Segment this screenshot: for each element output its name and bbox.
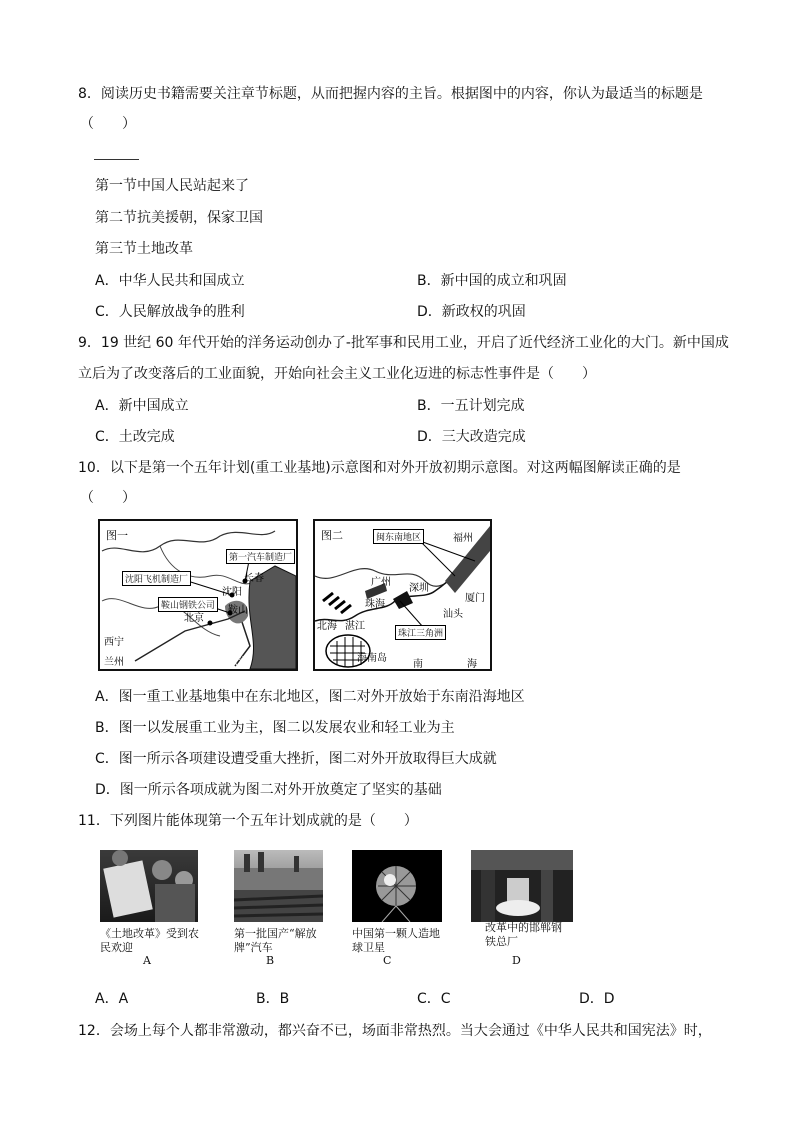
map-1-drawing (100, 521, 296, 669)
q10-option-b: B．图一以发展重工业为主，图二以发展农业和轻工业为主 (95, 720, 455, 736)
label-nan: 南 (413, 659, 423, 670)
q8-answer-paren: （ ） (80, 116, 136, 132)
caption-letter-d: D (512, 954, 521, 967)
label-hainan: 海南岛 (357, 653, 387, 664)
caption-c: 中国第一颗人造地球卫星 (352, 927, 440, 954)
caption-letter-a: A (143, 954, 151, 967)
q8-option-a: A．中华人民共和国成立 (95, 273, 245, 289)
q11-option-c: C．C (417, 991, 451, 1007)
q8-option-b: B．新中国的成立和巩固 (417, 273, 567, 289)
label-beihai: 北海 (317, 621, 337, 632)
q9-option-b: B．一五计划完成 (417, 398, 525, 414)
label-lanzhou: 兰州 (104, 657, 124, 668)
photo-land-reform (100, 850, 198, 922)
label-mindongnan: 闽东南地区 (373, 529, 424, 544)
q8-stem: 8．阅读历史书籍需要关注章节标题，从而把握内容的主旨。根据图中的内容，你认为最适当的标题是 (78, 86, 703, 102)
q11-option-a: A．A (95, 991, 129, 1007)
q8-option-c: C．人民解放战争的胜利 (95, 304, 245, 320)
label-fuzhou: 福州 (453, 533, 473, 544)
label-zhuhai: 珠海 (365, 599, 385, 610)
label-guangzhou: 广州 (371, 577, 391, 588)
map-figure-2 (313, 519, 492, 671)
label-anshan-steel: 鞍山钢铁公司 (158, 597, 218, 612)
q10-stem: 10．以下是第一个五年计划(重工业基地)示意图和对外开放初期示意图。对这两幅图解读正确的是 (78, 460, 681, 476)
q8-option-d: D．新政权的巩固 (417, 304, 526, 320)
q8-section-3: 第三节土地改革 (95, 241, 193, 257)
label-xiamen: 厦门 (465, 593, 485, 604)
label-hai: 海 (467, 659, 477, 670)
photo-jiefang-truck (234, 850, 323, 922)
label-lianyungang: 连云港 (218, 657, 248, 668)
label-shenyang-aircraft: 沈阳飞机制造厂 (122, 571, 191, 586)
label-shenzhen: 深圳 (409, 583, 429, 594)
section-rule (94, 159, 139, 160)
label-xining: 西宁 (104, 637, 124, 648)
caption-a: 《土地改革》受到农民欢迎 (100, 927, 199, 954)
q8-section-1: 第一节中国人民站起来了 (95, 178, 249, 194)
q12-stem: 12．会场上每个人都非常激动，都兴奋不已，场面非常热烈。当大会通过《中华人民共和国宪法》时， (78, 1023, 712, 1039)
q9-option-d: D．三大改造完成 (417, 429, 526, 445)
map-figure-1 (98, 519, 298, 671)
label-anshan-city: 鞍山 (228, 605, 248, 616)
label-zhanjiang: 湛江 (345, 621, 365, 632)
q9-stem-line2: 立后为了改变落后的工业面貌，开始向社会主义工业化迈进的标志性事件是（ ） (78, 366, 596, 382)
q11-stem: 11．下列图片能体现第一个五年计划成就的是（ ） (78, 813, 418, 829)
q11-option-b: B．B (256, 991, 290, 1007)
q10-option-d: D．图一所示各项成就为图二对外开放奠定了坚实的基础 (95, 782, 442, 798)
label-changchun: 长春 (244, 573, 264, 584)
map-2-title: 图二 (321, 529, 343, 542)
photo-handan-steel (471, 850, 573, 922)
caption-d: 改革中的邯郸钢铁总厂 (485, 921, 562, 948)
caption-letter-b: B (266, 954, 275, 967)
q9-option-c: C．土改完成 (95, 429, 175, 445)
q9-option-a: A．新中国成立 (95, 398, 189, 414)
q10-option-c: C．图一所示各项建设遭受重大挫折，图二对外开放取得巨大成就 (95, 751, 497, 767)
q11-option-d: D．D (579, 991, 615, 1007)
q10-answer-paren: （ ） (80, 490, 136, 506)
caption-letter-c: C (383, 954, 392, 967)
label-shenyang: 沈阳 (222, 587, 242, 598)
q8-section-2: 第二节抗美援朝，保家卫国 (95, 210, 263, 226)
map-1-title: 图一 (106, 529, 128, 542)
caption-b: 第一批国产“解放牌”汽车 (234, 927, 317, 954)
q10-option-a: A．图一重工业基地集中在东北地区，图二对外开放始于东南沿海地区 (95, 689, 525, 705)
q9-stem-line1: 9．19 世纪 60 年代开始的洋务运动创办了-批军事和民用工业，开启了近代经济工业化的大门。新中国成 (78, 335, 729, 351)
photo-satellite (352, 850, 442, 922)
label-first-auto: 第一汽车制造厂 (226, 549, 295, 564)
label-shantou: 汕头 (443, 609, 463, 620)
label-beijing: 北京 (184, 613, 204, 624)
label-pearl-delta: 珠江三角洲 (395, 625, 446, 640)
